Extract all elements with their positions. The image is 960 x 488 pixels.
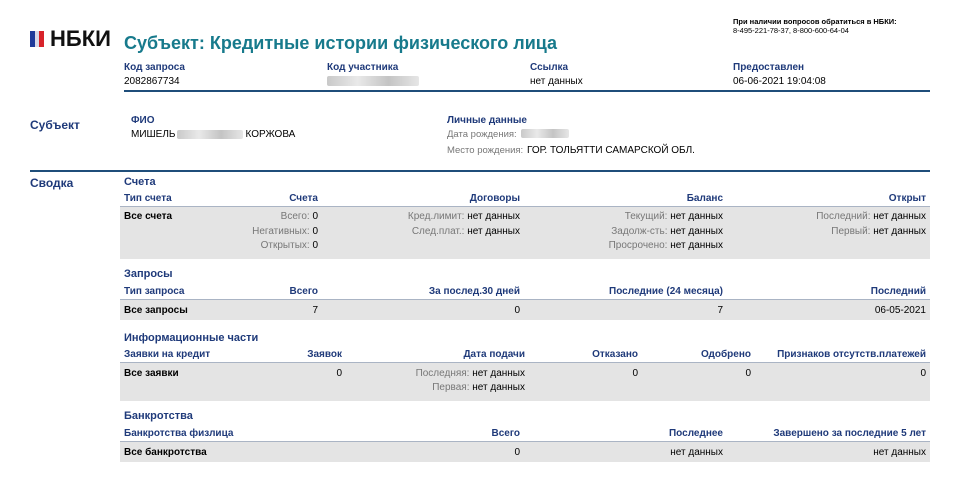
requests-total-value: 7 bbox=[312, 305, 318, 316]
accounts-total-value: 0 bbox=[312, 211, 318, 222]
requests-24months-value: 7 bbox=[717, 305, 723, 316]
accounts-first-value: нет данных bbox=[873, 226, 926, 237]
requests-header-24months: Последние (24 месяца) bbox=[609, 286, 723, 297]
accounts-first bbox=[766, 226, 926, 237]
accounts-next-payment bbox=[360, 226, 520, 237]
accounts-negative-label: Негативных: bbox=[252, 226, 310, 237]
info-missing-value: 0 bbox=[920, 368, 926, 379]
fio-label: ФИО bbox=[131, 115, 155, 126]
bankruptcy-total-value: 0 bbox=[514, 447, 520, 458]
info-header-missing: Признаков отсутств.платежей bbox=[777, 349, 926, 360]
bankruptcy-row-label: Все банкротства bbox=[124, 447, 207, 458]
requests-header-last: Последний bbox=[870, 286, 926, 297]
info-header-refused: Отказано bbox=[592, 349, 638, 360]
provided-value: 06-06-2021 19:04:08 bbox=[733, 76, 826, 87]
accounts-header-accounts: Счета bbox=[289, 193, 318, 204]
accounts-overdue-label: Просрочено: bbox=[608, 240, 668, 251]
dob-redacted bbox=[521, 128, 569, 139]
fio-last-name: КОРЖОВА bbox=[245, 129, 296, 140]
link-value: нет данных bbox=[530, 76, 583, 87]
flag-icon bbox=[30, 31, 44, 47]
info-header-count: Заявок bbox=[307, 349, 342, 360]
bankruptcy-header-completed: Завершено за последние 5 лет bbox=[773, 428, 926, 439]
member-code-label: Код участника bbox=[327, 62, 399, 73]
page-title: Субъект: Кредитные истории физического лица bbox=[124, 33, 558, 53]
header-rule bbox=[124, 90, 930, 92]
contact-line-1: При наличии вопросов обратиться в НБКИ: bbox=[733, 17, 897, 26]
accounts-title: Счета bbox=[124, 176, 156, 188]
requests-header-type: Тип запроса bbox=[124, 286, 185, 297]
info-first-value: нет данных bbox=[472, 382, 525, 393]
accounts-header-contracts: Договоры bbox=[469, 193, 520, 204]
accounts-current-label: Текущий: bbox=[624, 211, 668, 222]
requests-title: Запросы bbox=[124, 268, 173, 280]
bankruptcy-last-value: нет данных bbox=[670, 447, 723, 458]
accounts-last-value: нет данных bbox=[873, 211, 926, 222]
accounts-overdue-value: нет данных bbox=[670, 240, 723, 251]
link-label: Ссылка bbox=[530, 62, 569, 73]
accounts-header-balance: Баланс bbox=[686, 193, 723, 204]
info-count-value: 0 bbox=[336, 368, 342, 379]
accounts-header-type: Тип счета bbox=[124, 193, 172, 204]
requests-header-total: Всего bbox=[289, 286, 318, 297]
pob-value: ГОР. ТОЛЬЯТТИ САМАРСКОЙ ОБЛ. bbox=[527, 145, 695, 156]
bankruptcy-header-last: Последнее bbox=[668, 428, 723, 439]
requests-30days-value: 0 bbox=[514, 305, 520, 316]
accounts-last-label: Последний: bbox=[816, 211, 871, 222]
pob-label: Место рождения: bbox=[447, 145, 524, 156]
accounts-open bbox=[198, 240, 318, 251]
info-last-value: нет данных bbox=[472, 368, 525, 379]
accounts-overdue bbox=[563, 240, 723, 251]
accounts-header-opened: Открыт bbox=[888, 193, 926, 204]
fio-value bbox=[131, 129, 295, 140]
accounts-total-label: Всего: bbox=[280, 211, 310, 222]
accounts-debt bbox=[563, 226, 723, 237]
bankruptcy-completed-value: нет данных bbox=[873, 447, 926, 458]
info-header-approved: Одобрено bbox=[701, 349, 751, 360]
provided-label: Предоставлен bbox=[733, 62, 805, 73]
accounts-debt-value: нет данных bbox=[670, 226, 723, 237]
subject-section-title: Субъект bbox=[30, 118, 80, 132]
accounts-negative-value: 0 bbox=[312, 226, 318, 237]
request-code-value: 2082867734 bbox=[124, 76, 180, 87]
accounts-credit-limit-label: Кред.лимит: bbox=[407, 211, 465, 222]
contact-info bbox=[733, 17, 897, 35]
accounts-current bbox=[563, 211, 723, 222]
requests-header-30days: За послед.30 дней bbox=[428, 286, 520, 297]
accounts-last bbox=[766, 211, 926, 222]
bankruptcy-title: Банкротства bbox=[124, 410, 193, 422]
accounts-row-label: Все счета bbox=[124, 211, 173, 222]
info-approved-value: 0 bbox=[745, 368, 751, 379]
accounts-debt-label: Задолж-сть: bbox=[611, 226, 668, 237]
accounts-next-payment-label: След.плат.: bbox=[411, 226, 465, 237]
requests-last-value: 06-05-2021 bbox=[874, 305, 926, 316]
info-last-date bbox=[365, 368, 525, 379]
info-row bbox=[120, 363, 930, 401]
contact-line-2: 8-495-221-78-37, 8-800-600-64-04 bbox=[733, 26, 849, 35]
accounts-next-payment-value: нет данных bbox=[467, 226, 520, 237]
info-header-applications: Заявки на кредит bbox=[124, 349, 211, 360]
logo-text: НБКИ bbox=[50, 26, 111, 51]
accounts-current-value: нет данных bbox=[670, 211, 723, 222]
info-first-label: Первая: bbox=[432, 382, 470, 393]
dob-label: Дата рождения: bbox=[447, 129, 517, 140]
accounts-credit-limit-value: нет данных bbox=[467, 211, 520, 222]
accounts-open-label: Открытых: bbox=[260, 240, 310, 251]
summary-section-title: Сводка bbox=[30, 176, 74, 190]
fio-first-name: МИШЕЛЬ bbox=[131, 129, 176, 140]
info-last-label: Последняя: bbox=[415, 368, 470, 379]
bankruptcy-header-type: Банкротства физлица bbox=[124, 428, 234, 439]
request-code-label: Код запроса bbox=[124, 62, 185, 73]
personal-data-label: Личные данные bbox=[447, 115, 527, 126]
info-row-label: Все заявки bbox=[124, 368, 179, 379]
info-refused-value: 0 bbox=[632, 368, 638, 379]
info-title: Информационные части bbox=[124, 332, 259, 344]
accounts-negative bbox=[198, 226, 318, 237]
member-code-redacted bbox=[327, 76, 419, 87]
bankruptcy-header-total: Всего bbox=[491, 428, 520, 439]
subject-rule bbox=[30, 170, 930, 172]
requests-row-label: Все запросы bbox=[124, 305, 188, 316]
accounts-total bbox=[198, 211, 318, 222]
accounts-open-value: 0 bbox=[312, 240, 318, 251]
info-first-date bbox=[365, 382, 525, 393]
accounts-first-label: Первый: bbox=[831, 226, 871, 237]
logo bbox=[30, 28, 111, 50]
accounts-credit-limit bbox=[360, 211, 520, 222]
fio-redacted bbox=[177, 130, 243, 139]
info-header-date: Дата подачи bbox=[463, 349, 525, 360]
